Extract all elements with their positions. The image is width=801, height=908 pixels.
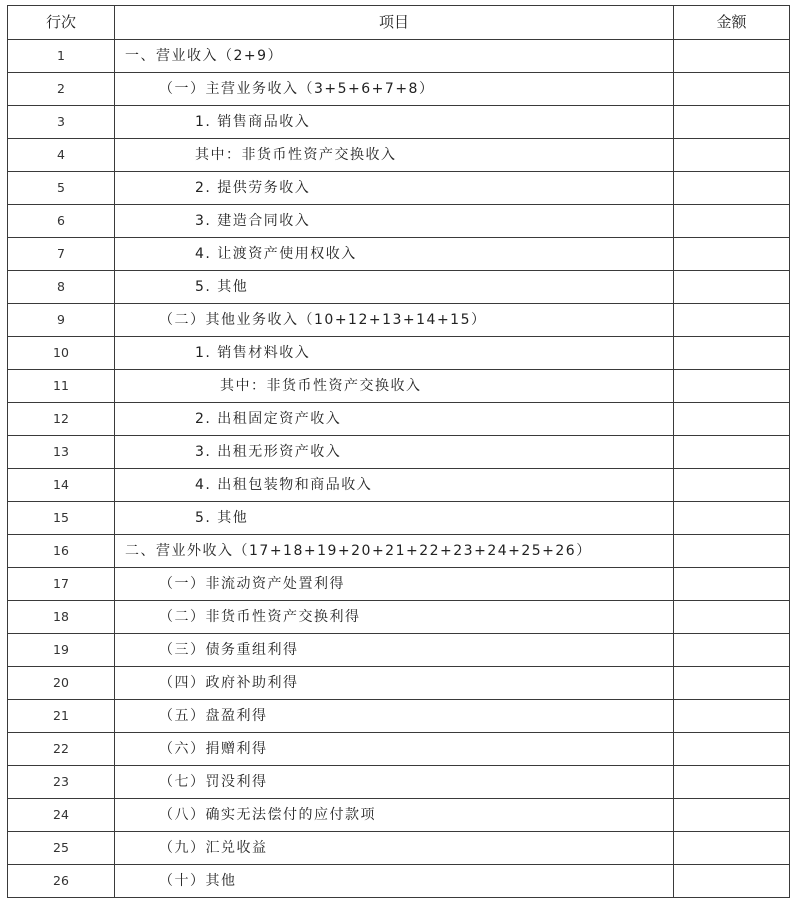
row-number-cell: 2	[8, 73, 115, 106]
row-number-cell: 14	[8, 469, 115, 502]
table-row	[8, 733, 790, 766]
item-cell: （三）债务重组利得	[115, 634, 674, 667]
table-row	[8, 865, 790, 898]
amount-cell[interactable]	[674, 667, 790, 700]
header-amount: 金额	[674, 6, 790, 40]
amount-cell[interactable]	[674, 502, 790, 535]
item-cell: 1. 销售商品收入	[115, 106, 674, 139]
item-cell: 3. 建造合同收入	[115, 205, 674, 238]
amount-cell[interactable]	[674, 370, 790, 403]
table-row	[8, 106, 790, 139]
table-row	[8, 40, 790, 73]
row-number-cell: 18	[8, 601, 115, 634]
item-cell: （一）非流动资产处置利得	[115, 568, 674, 601]
item-cell: 其中：非货币性资产交换收入	[115, 139, 674, 172]
item-cell: 3. 出租无形资产收入	[115, 436, 674, 469]
amount-cell[interactable]	[674, 403, 790, 436]
amount-cell[interactable]	[674, 799, 790, 832]
row-number-cell: 17	[8, 568, 115, 601]
amount-cell[interactable]	[674, 139, 790, 172]
row-number-cell: 19	[8, 634, 115, 667]
table-row	[8, 403, 790, 436]
row-number-cell: 20	[8, 667, 115, 700]
amount-cell[interactable]	[674, 40, 790, 73]
amount-cell[interactable]	[674, 568, 790, 601]
item-cell: 2. 出租固定资产收入	[115, 403, 674, 436]
row-number-cell: 3	[8, 106, 115, 139]
table-row	[8, 271, 790, 304]
table-row	[8, 634, 790, 667]
row-number-cell: 7	[8, 238, 115, 271]
table-row	[8, 370, 790, 403]
table-row	[8, 172, 790, 205]
amount-cell[interactable]	[674, 337, 790, 370]
amount-cell[interactable]	[674, 469, 790, 502]
amount-cell[interactable]	[674, 601, 790, 634]
row-number-cell: 10	[8, 337, 115, 370]
amount-cell[interactable]	[674, 172, 790, 205]
table-row	[8, 535, 790, 568]
amount-cell[interactable]	[674, 73, 790, 106]
amount-cell[interactable]	[674, 865, 790, 898]
item-cell: 一、营业收入（2+9）	[115, 40, 674, 73]
table-row	[8, 700, 790, 733]
item-cell: 5. 其他	[115, 502, 674, 535]
table-row	[8, 205, 790, 238]
table-row	[8, 766, 790, 799]
amount-cell[interactable]	[674, 733, 790, 766]
row-number-cell: 22	[8, 733, 115, 766]
amount-cell[interactable]	[674, 535, 790, 568]
table-row	[8, 238, 790, 271]
table-row	[8, 568, 790, 601]
table-row	[8, 304, 790, 337]
item-cell: 2. 提供劳务收入	[115, 172, 674, 205]
row-number-cell: 1	[8, 40, 115, 73]
row-number-cell: 26	[8, 865, 115, 898]
table-row	[8, 601, 790, 634]
row-number-cell: 12	[8, 403, 115, 436]
row-number-cell: 25	[8, 832, 115, 865]
row-number-cell: 24	[8, 799, 115, 832]
amount-cell[interactable]	[674, 436, 790, 469]
item-cell: （五）盘盈利得	[115, 700, 674, 733]
amount-cell[interactable]	[674, 304, 790, 337]
table-row	[8, 73, 790, 106]
item-cell: （九）汇兑收益	[115, 832, 674, 865]
item-cell: （十）其他	[115, 865, 674, 898]
row-number-cell: 15	[8, 502, 115, 535]
amount-cell[interactable]	[674, 205, 790, 238]
item-cell: （六）捐赠利得	[115, 733, 674, 766]
item-cell: 1. 销售材料收入	[115, 337, 674, 370]
table-row	[8, 502, 790, 535]
table-header-row	[8, 6, 790, 40]
amount-cell[interactable]	[674, 271, 790, 304]
row-number-cell: 4	[8, 139, 115, 172]
item-cell: 4. 让渡资产使用权收入	[115, 238, 674, 271]
item-cell: （四）政府补助利得	[115, 667, 674, 700]
row-number-cell: 21	[8, 700, 115, 733]
amount-cell[interactable]	[674, 700, 790, 733]
header-row-number: 行次	[8, 6, 115, 40]
item-cell: 5. 其他	[115, 271, 674, 304]
amount-cell[interactable]	[674, 634, 790, 667]
income-table-container	[7, 5, 790, 898]
item-cell: （七）罚没利得	[115, 766, 674, 799]
amount-cell[interactable]	[674, 766, 790, 799]
row-number-cell: 11	[8, 370, 115, 403]
amount-cell[interactable]	[674, 106, 790, 139]
row-number-cell: 6	[8, 205, 115, 238]
row-number-cell: 9	[8, 304, 115, 337]
item-cell: （二）其他业务收入（10+12+13+14+15）	[115, 304, 674, 337]
table-body	[8, 40, 790, 898]
item-cell: 其中：非货币性资产交换收入	[115, 370, 674, 403]
row-number-cell: 23	[8, 766, 115, 799]
table-row	[8, 832, 790, 865]
item-cell: 4. 出租包装物和商品收入	[115, 469, 674, 502]
item-cell: 二、营业外收入（17+18+19+20+21+22+23+24+25+26）	[115, 535, 674, 568]
item-cell: （八）确实无法偿付的应付款项	[115, 799, 674, 832]
table-row	[8, 667, 790, 700]
item-cell: （二）非货币性资产交换利得	[115, 601, 674, 634]
table-row	[8, 436, 790, 469]
table-row	[8, 799, 790, 832]
amount-cell[interactable]	[674, 832, 790, 865]
income-detail-table	[7, 5, 790, 898]
item-cell: （一）主营业务收入（3+5+6+7+8）	[115, 73, 674, 106]
row-number-cell: 5	[8, 172, 115, 205]
row-number-cell: 8	[8, 271, 115, 304]
row-number-cell: 13	[8, 436, 115, 469]
header-item: 项目	[115, 6, 674, 40]
table-row	[8, 139, 790, 172]
table-row	[8, 337, 790, 370]
amount-cell[interactable]	[674, 238, 790, 271]
row-number-cell: 16	[8, 535, 115, 568]
table-row	[8, 469, 790, 502]
